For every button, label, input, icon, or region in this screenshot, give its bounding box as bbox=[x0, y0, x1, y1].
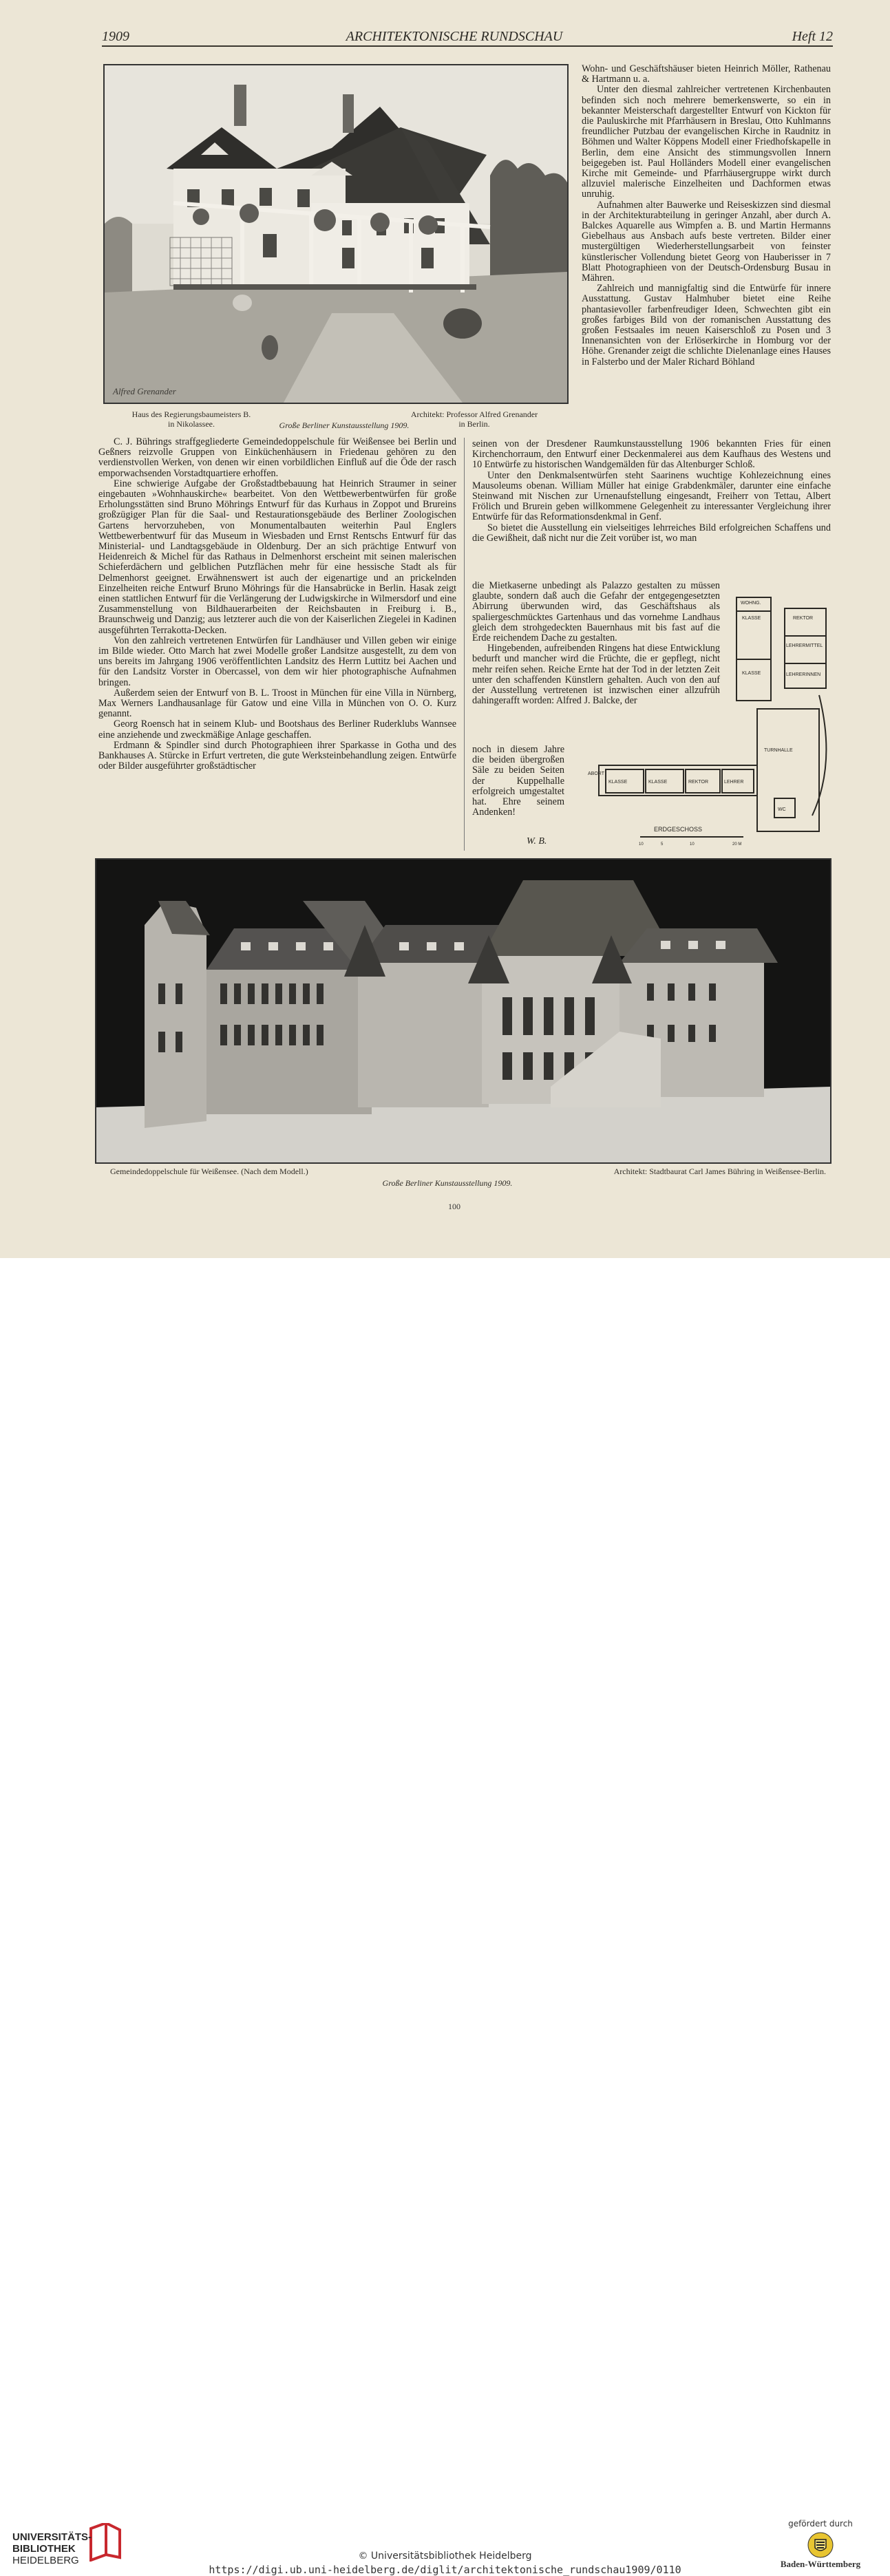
paragraph: Außerdem seien der Entwurf von B. L. Troost in München für eine Villa in Nürnberg, Max Werners Landhausanlage für Gatow und eine Villa in München von O. O. Kurz genannt. bbox=[98, 687, 456, 720]
plan-label: LEHRERMITTEL bbox=[786, 643, 823, 648]
country-house-illustration bbox=[105, 65, 567, 403]
paragraph: Eine schwierige Aufgabe der Großstadtbebauung hat Heinrich Straumer in seiner eingebauten »Wohnhauskirche« bearbeitet. Von den Wettbewerbentwürfen für große Erholungsstätten sind Bruno Möhrings Entwurf für das Kurhaus in Zoppot und Brureins großzügiger Plan für die Saal- und Restaurationsgebäude des Berliner Zoologischen Gartens hervorzuheben, von Monumentalbauten weiterhin Paul Englers Wettbewerbentwurf für das Museum in Wiesbaden und Ernst Rentschs Entwurf für das Ministerial- und Landtagsgebäude in Oldenburg. Der an sich prächtige Entwurf von Heidenreich & Michel für das Rathaus in Delmenhorst erscheint mit seinen malerischen Schieferdächern und gelblichen Putzflächen mehr für eine hessische Stadt als für Delmenhorst geeignet. Erwähnenswert ist auch der eigenartige und an prickelnden Einzelheiten reiche Entwurf Bruno Möhrings für die Hansabrücke in Berlin. Hasak zeigt einen stattlichen Entwurf für die Verlängerung der Ludwigskirche in Wilmersdorf und eine Zusammenstellung von Bildhauerarbeiten der Reichsbauten in Freiburg i. B., Braunschweig und Danzig; aus letzterer auch die von der Kaiserlichen Ziegelei in Kadinen ausgeführten Terrakotta-Decken. bbox=[98, 478, 456, 636]
bottom-caption-left-note: (Nach dem Modell.) bbox=[241, 1167, 308, 1176]
plan-room bbox=[785, 636, 826, 663]
scale-label: 10 bbox=[690, 842, 695, 847]
paragraph: die Mietkaserne unbedingt als Palazzo gestalten zu müssen glaubte, sondern daß auch die Gefahr der entgegengesetzten Abirrung überwunden wird, das Geschäftshaus als spaliergeschmücktes Gartenhaus und das vornehme Landhaus gleich dem strohgedeckten Bauernhaus mit bis fast auf die Erde reichendem Dache zu gestalten. bbox=[472, 581, 720, 644]
header-rule bbox=[102, 45, 833, 47]
plan-label: REKTOR bbox=[688, 780, 709, 785]
library-footer bbox=[0, 1258, 890, 2576]
scale-label: 5 bbox=[661, 842, 664, 847]
plan-label: LEHRER bbox=[724, 780, 744, 785]
school-model-illustration bbox=[96, 860, 830, 1162]
bottom-caption-right: Architekt: Stadtbaurat Carl James Bühring in Weißensee-Berlin. bbox=[613, 1167, 826, 1176]
plan-label: KLASSE bbox=[648, 780, 668, 785]
paragraph: Zahlreich und mannigfaltig sind die Entwürfe für innere Ausstattung. Gustav Halmhuber bietet eine Reihe phantasievoller farbenfreudiger Ideen, Schwechten gibt ein großes farbiges Bild von der romanischen Ausstattung des großen Festsaales im neuen Kaiserschloß zu Posen und 3 Innenansichten von der Erlöserkirche in Homburg vor der Höhe. Grenander zeigt die schlichte Dielenanlage eines Hauses in Falsterbo und der Maler Richard Böhland bbox=[582, 283, 831, 368]
paragraph: Unter den diesmal zahlreicher vertretenen Kirchenbauten befinden sich noch mehrere bemerkenswerte, so ein in bekannter Meisterschaft dargestellter Entwurf von Kickton für die Pauluskirche mit Pfarrhäusern in Breslau, Otto Kuhlmanns freundlicher Putzbau der evangelischen Kirche in Raudnitz in Böhmen und Walter Köppens Modell einer Friedhofskapelle in Berlin, dem eine Ansicht des stimmungsvollen Innern beigegeben ist. Paul Holländers Modell einer evangelischen Kirche mit Gemeinde- und Pfarrhäusergruppe wirkt durch allzuviel malerische Einzelheiten und Dachformen etwas unruhig. bbox=[582, 84, 831, 200]
text-column-right-wide bbox=[472, 439, 831, 581]
top-caption-right-line2: in Berlin. bbox=[458, 419, 490, 429]
text-column-right-top bbox=[582, 64, 831, 441]
plan-label: REKTOR bbox=[793, 616, 814, 621]
plan-label: ABORT bbox=[588, 771, 604, 776]
funder-name: Baden-Württemberg bbox=[780, 2559, 861, 2569]
top-caption-right bbox=[395, 409, 553, 429]
bottom-caption-left bbox=[110, 1167, 358, 1176]
page-number: 100 bbox=[448, 1202, 460, 1211]
text-column-left bbox=[98, 437, 456, 850]
plan-label: LEHRERINNEN bbox=[786, 672, 821, 677]
column-divider bbox=[464, 438, 465, 851]
header-issue: Heft 12 bbox=[792, 29, 833, 44]
library-name-line1: UNIVERSITÄTS- bbox=[12, 2531, 92, 2543]
paragraph: Unter den Denkmalsentwürfen steht Saarinens wuchtige Kohlezeichnung eines Mausoleums obenan. William Müller hat einige Grabdenkmäler, darunter eine einfache Steinwand mit Nischen zur Urnenaufstellung eingesandt, Freiherr von Tettau, Albert Frölich und Brurein geben willkommene Gelegenheit zu interessanter Vergleichung ihrer Entwürfe für das Reformationsdenkmal in Genf. bbox=[472, 469, 831, 523]
plan-room bbox=[785, 608, 826, 636]
figure-school-model bbox=[95, 858, 831, 1164]
plan-label: KLASSE bbox=[742, 671, 761, 676]
bottom-caption-center: Große Berliner Kunstausstellung 1909. bbox=[382, 1178, 513, 1188]
paragraph: Wohn- und Geschäftshäuser bieten Heinrich Möller, Rathenau & Hartmann u. a. bbox=[582, 64, 831, 85]
text-column-right-tail bbox=[472, 745, 564, 835]
paragraph: C. J. Bührings straffgegliederte Gemeindedoppelschule für Weißensee bei Berlin und Geßners reizvolle Gruppen von Einküchenhäusern in Friedenau gehören zu den verdienstvollen Werken, von denen wir einen vorbildlichen Einfluß auf die Öde der rasch emporwachsenden Vorstadtquartiere erhoffen. bbox=[98, 437, 456, 479]
top-caption-center: Große Berliner Kunstausstellung 1909. bbox=[279, 421, 410, 430]
funded-by-label: gefördert durch bbox=[788, 2519, 853, 2529]
scale-label: 10 bbox=[639, 842, 644, 847]
plan-label: TURNHALLE bbox=[764, 748, 793, 753]
top-caption-left-line1: Haus des Regierungsbaumeisters B. bbox=[131, 409, 251, 419]
artist-signature: Alfred Grenander bbox=[113, 386, 176, 396]
top-caption-left-line2: in Nikolassee. bbox=[168, 419, 215, 429]
paragraph: So bietet die Ausstellung ein vielseitiges lehrreiches Bild erfolgreichen Schaffens und die Gewißheit, daß nicht nur die Zeit vorüber ist, wo man bbox=[472, 522, 831, 544]
plan-label: WOHNG. bbox=[741, 601, 761, 606]
copyright-notice: © Universitätsbibliothek Heidelberg bbox=[358, 2551, 532, 2562]
paragraph: Von den zahlreich vertretenen Entwürfen für Landhäuser und Villen geben wir einige im Bilde wieder. Otto March hat zwei Modelle großer Landsitze ausgestellt, zu dem von uns bereits im Jahrgang 1906 veröffentlichten Landsitz des Herrn Luttitz bei Aachen und für den Landsitz Vorster in Obercassel, von dem wir hier photographische Aufnahmen bringen. bbox=[98, 635, 456, 688]
plan-label: KLASSE bbox=[608, 780, 628, 785]
paragraph: Hingebenden, aufreibenden Ringens hat diese Entwicklung bedurft und mancher wird die Früchte, die er gepflegt, nicht mehr reifen sehen. Reiche Ernte hat der Tod in der letzten Zeit unter den schaffenden Künstlern gehalten. Auch von den auf der Ausstellung vertretenen ist inzwischen einer allzufrüh dahingerafft worden: Alfred J. Balcke, der bbox=[472, 643, 720, 707]
paragraph: seinen von der Dresdener Raumkunstausstellung 1906 bekannten Fries für einen Kirchenchorraum, den Entwurf einer Deckenmalerei aus dem Kaufhaus des Westens und 10 Entwürfe zu historischen Wandgemälden für das Altenburger Schloß. bbox=[472, 439, 831, 471]
plan-label: WC bbox=[778, 807, 786, 812]
author-signoff: W. B. bbox=[527, 836, 547, 847]
paragraph: noch in diesem Jahre die beiden übergroßen Säle zu beiden Seiten der Kuppelhalle erfolgreich umgestaltet hat. Ehre seinem Andenken! bbox=[472, 745, 564, 818]
plan-room bbox=[737, 659, 771, 701]
permalink-url[interactable]: https://digi.ub.uni-heidelberg.de/diglit/architektonische_rundschau1909/0110 bbox=[209, 2564, 681, 2576]
top-caption-left bbox=[116, 409, 267, 429]
floor-plan bbox=[578, 592, 833, 848]
paragraph: Erdmann & Spindler sind durch Photographieen ihrer Sparkasse in Gotha und des Bankhauses A. Stürcke in Erfurt vertreten, die gute Werksteinbehandlung zeigen. Entwürfe oder Bilder ausgeführter großstädtischer bbox=[98, 739, 456, 772]
library-name-line2: BIBLIOTHEK bbox=[12, 2543, 76, 2555]
top-caption-right-line1: Architekt: Professor Alfred Grenander bbox=[410, 409, 538, 419]
plan-label: KLASSE bbox=[742, 616, 761, 621]
bottom-caption-left-title: Gemeindedoppelschule für Weißensee. bbox=[110, 1167, 240, 1176]
coat-of-arms-icon bbox=[807, 2531, 834, 2559]
figure-country-house bbox=[103, 64, 569, 404]
scale-label: 20 M bbox=[732, 842, 742, 847]
paragraph: Georg Roensch hat in seinem Klub- und Bootshaus des Berliner Ruderklubs Wannsee eine anziehende und zweckmäßige Anlage geschaffen. bbox=[98, 718, 456, 741]
paragraph: Aufnahmen alter Bauwerke und Reiseskizzen sind diesmal in der Architekturabteilung in geringer Anzahl, aber durch A. Balckes Aquarelle aus Wimpfen a. B. und Martin Hermanns Giebelhaus aus Ansbach aufs beste vertreten. Bilder einer mustergültigen Wiederherstellungsarbeit von feinster künstlerischer Vollendung bietet Georg von Hauberisser in 7 Blatt Photographieen von der Deutsch-Ordensburg Busau in Mähren. bbox=[582, 199, 831, 284]
funding-notice bbox=[769, 2519, 872, 2570]
header-journal-title: ARCHITEKTONISCHE RUNDSCHAU bbox=[346, 29, 563, 44]
library-name-line3: HEIDELBERG bbox=[12, 2555, 79, 2566]
plan-title: ERDGESCHOSS bbox=[654, 826, 703, 833]
scanned-page bbox=[0, 0, 890, 1258]
header-year: 1909 bbox=[102, 29, 129, 44]
plan-room bbox=[757, 709, 819, 831]
